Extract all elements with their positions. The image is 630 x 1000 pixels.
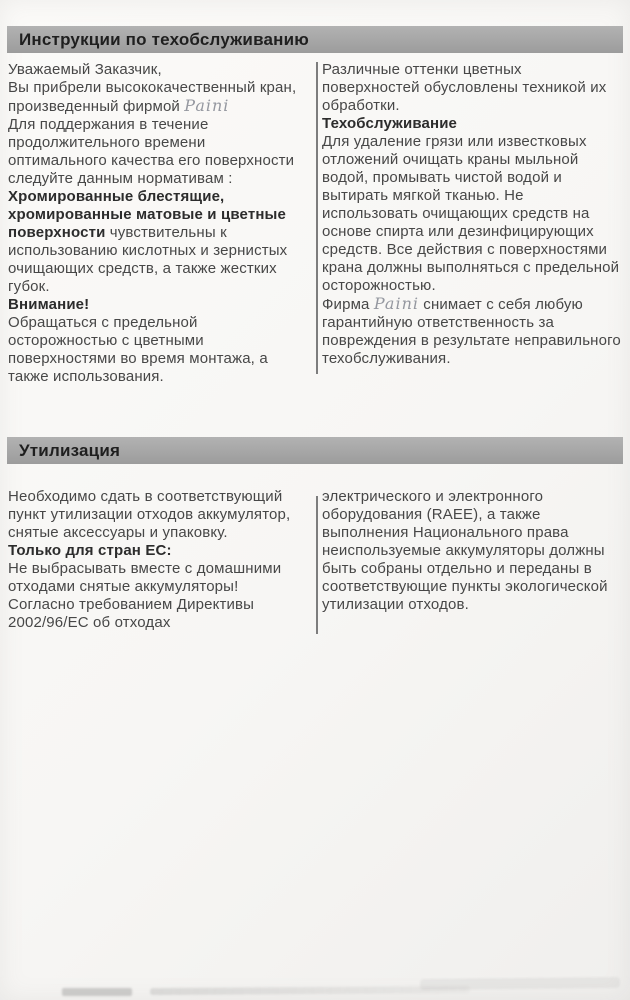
text-run: Согласно требованием Директивы 2002/96/ЕС об отходах bbox=[8, 596, 255, 631]
paragraph bbox=[8, 61, 305, 79]
text-run: Не выбрасывать вместе с домашними отходами снятые аккумуляторы! bbox=[8, 560, 282, 595]
paragraph bbox=[8, 542, 305, 560]
text-run: Хромированные блестящие, хромированные матовые и цветные поверхности bbox=[8, 188, 286, 241]
text-run: Вы прибрели высококачественный кран, произведенный фирмой bbox=[8, 79, 297, 115]
paragraph bbox=[8, 79, 305, 116]
text-run: Внимание! bbox=[8, 296, 90, 313]
text-run: чувствительны к использованию кислотных и зернистых очищающих средств, а также жестких губок. bbox=[8, 224, 288, 295]
text-run: электрического и электронного оборудования (RAEE), а также выполнения Национального права неиспользуемые аккумуляторы должны быть собраны отдельно и переданы в соответствующие пункты экологической утилизации отходов. bbox=[322, 488, 608, 613]
paragraph bbox=[8, 596, 305, 632]
column-divider-disposal bbox=[316, 496, 318, 634]
text-run: снимает с себя любую гарантийную ответственность за повреждения в результате неправильного техобслуживания. bbox=[322, 296, 621, 367]
disposal-left-column bbox=[8, 488, 305, 632]
section-title-maintenance: Инструкции по техобслуживанию bbox=[19, 30, 310, 49]
text-run: Фирма bbox=[322, 296, 374, 313]
text-run: Обращаться с предельной осторожностью с цветными поверхностями во время монтажа, а также использования. bbox=[8, 314, 268, 385]
paragraph bbox=[322, 133, 623, 295]
paragraph bbox=[8, 116, 305, 188]
paragraph bbox=[322, 295, 623, 368]
section-header-disposal bbox=[7, 437, 623, 464]
paini-logo: Paini bbox=[184, 96, 230, 115]
text-run: Только для стран ЕС: bbox=[8, 542, 172, 559]
scan-shadow bbox=[150, 986, 470, 995]
section-header-maintenance bbox=[7, 26, 623, 53]
section-title-disposal: Утилизация bbox=[19, 441, 121, 460]
column-divider-maintenance bbox=[316, 62, 318, 374]
paragraph bbox=[8, 560, 305, 596]
text-run: Различные оттенки цветных поверхностей обусловлены техникой их обработки. bbox=[322, 61, 607, 114]
paini-logo: Paini bbox=[373, 294, 419, 313]
text-run: Для удаление грязи или известковых отложений очищать краны мыльной водой, промывать чистой водой и вытирать мягкой тканью. Не использовать очищающих средств на основе спирта или дезинфицирующих средств. Все действия с поверхностями крана должны выполняться с предельной осторожностью. bbox=[322, 133, 620, 294]
paragraph bbox=[322, 61, 623, 115]
maintenance-right-column bbox=[322, 61, 623, 368]
paragraph bbox=[322, 488, 623, 614]
paragraph bbox=[8, 488, 305, 542]
text-run: Для поддержания в течение продолжительного времени оптимального качества его поверхности следуйте данным нормативам : bbox=[8, 116, 295, 187]
text-run: Уважаемый Заказчик, bbox=[8, 61, 162, 78]
paragraph bbox=[322, 115, 623, 133]
paragraph bbox=[8, 296, 305, 314]
scan-shadow bbox=[62, 988, 132, 996]
disposal-right-column bbox=[322, 488, 623, 614]
scan-shadow bbox=[420, 977, 620, 990]
paragraph bbox=[8, 188, 305, 296]
paragraph bbox=[8, 314, 305, 386]
text-run: Необходимо сдать в соответствующий пункт утилизации отходов аккумулятор, снятые аксессуары и упаковку. bbox=[8, 488, 291, 541]
text-run: Техобслуживание bbox=[322, 115, 458, 132]
maintenance-left-column bbox=[8, 61, 305, 386]
